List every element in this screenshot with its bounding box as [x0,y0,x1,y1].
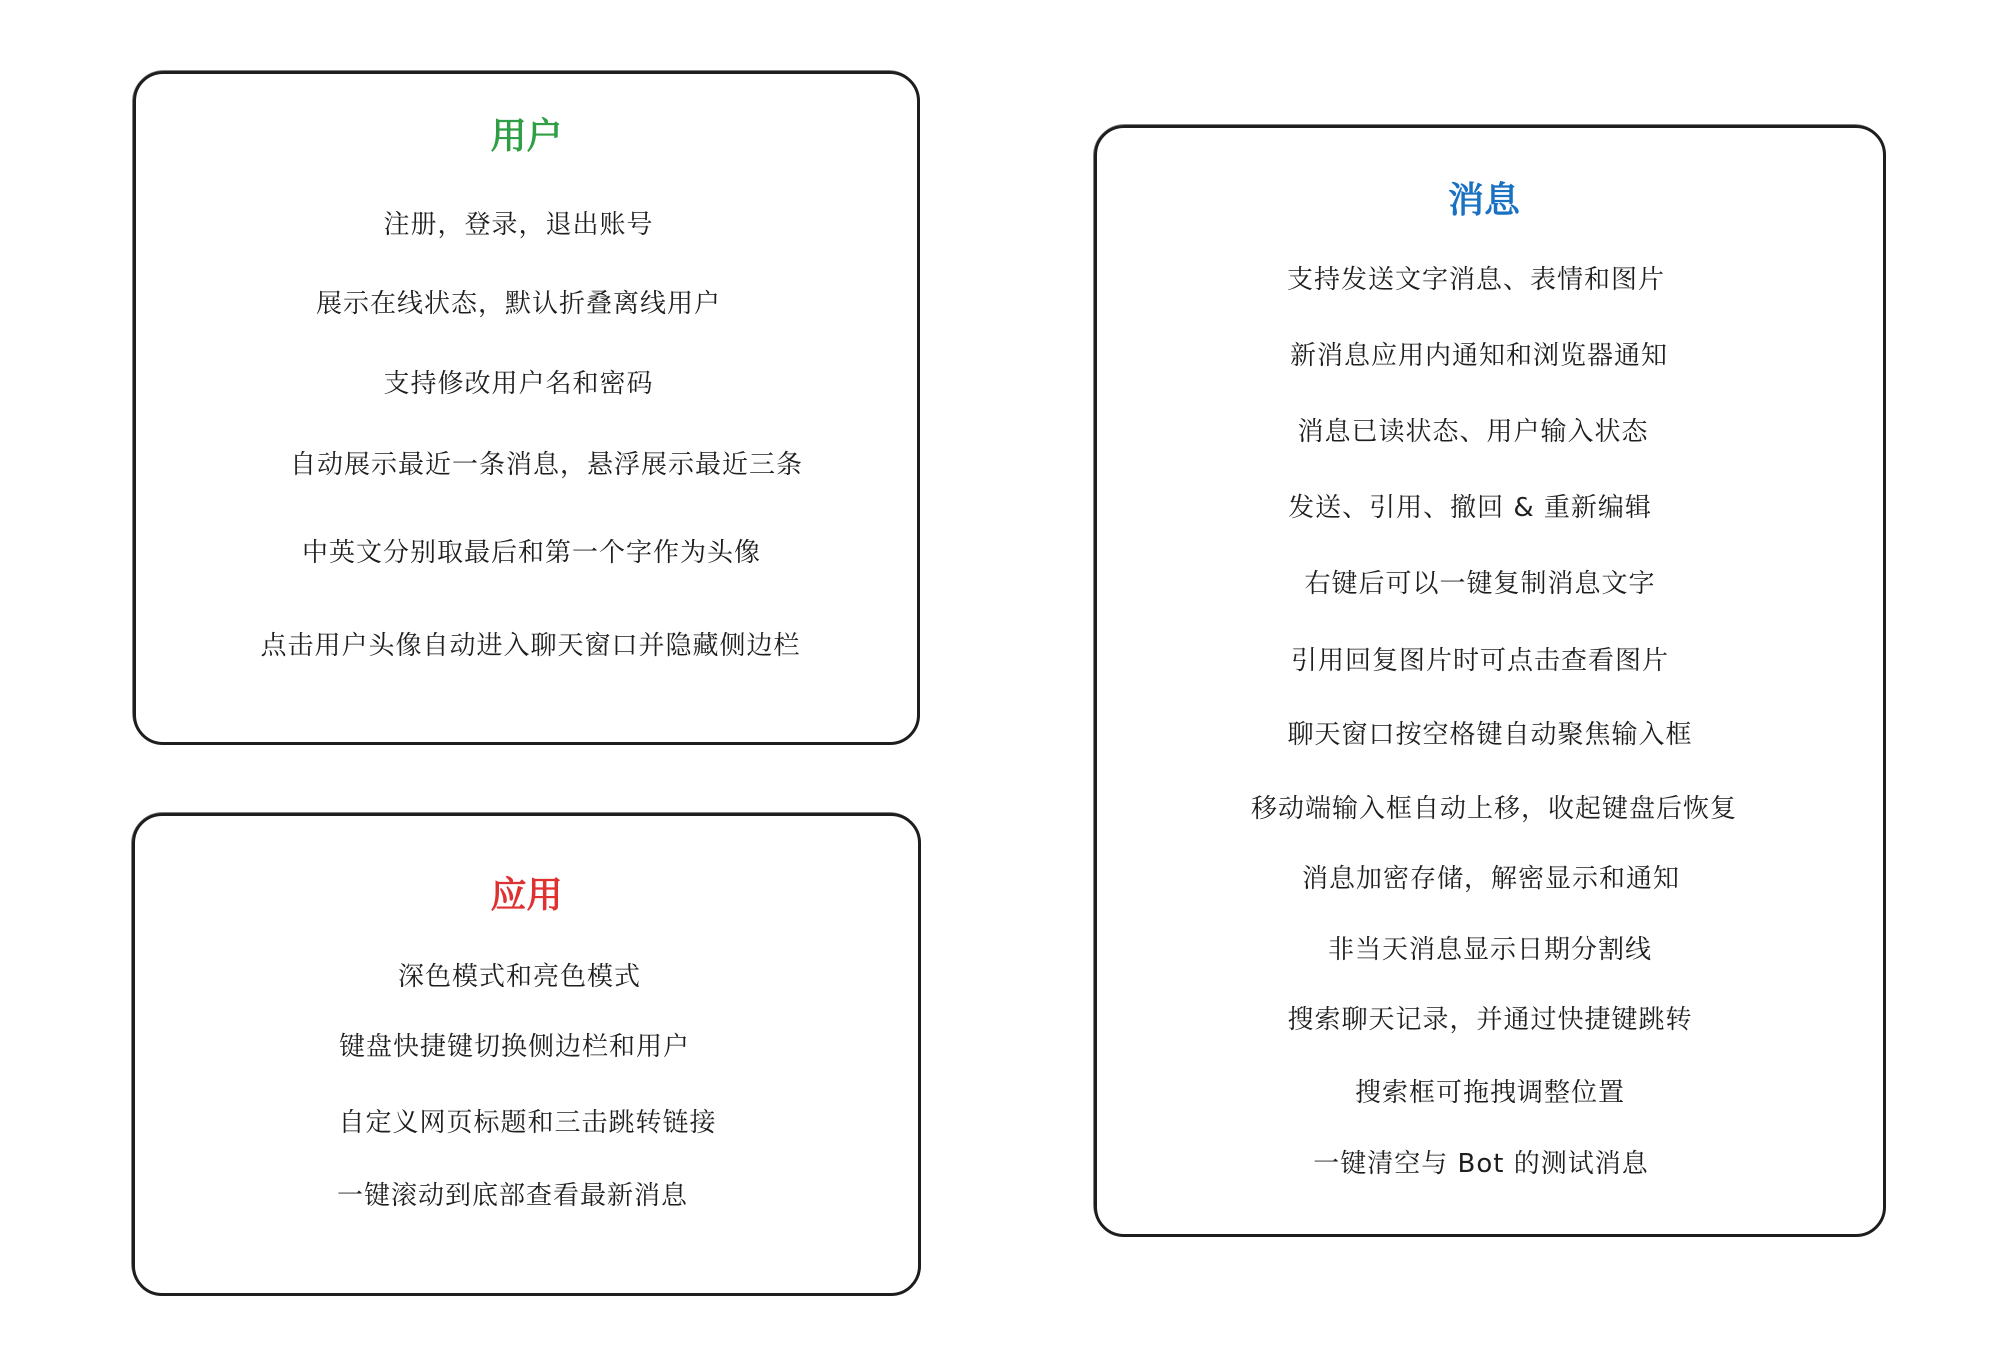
user-feature-item: 中英文分别取最后和第一个字作为头像 [301,538,761,568]
user-feature-item: 自动展示最近一条消息，悬浮展示最近三条 [289,450,803,480]
app-feature-item: 一键滚动到底部查看最新消息 [336,1181,688,1211]
message-feature-item: 消息加密存储，解密显示和通知 [1301,864,1680,894]
message-feature-item: 一键清空与 Bot 的测试消息 [1313,1149,1649,1179]
message-feature-item: 引用回复图片时可点击查看图片 [1290,646,1669,676]
message-feature-item: 聊天窗口按空格键自动聚焦输入框 [1287,720,1693,750]
app-feature-card [132,813,921,1296]
app-feature-item: 键盘快捷键切换侧边栏和用户 [338,1032,690,1062]
user-feature-item: 展示在线状态，默认折叠离线用户 [315,289,721,319]
user-feature-item: 支持修改用户名和密码 [383,369,654,399]
message-feature-item: 消息已读状态、用户输入状态 [1297,417,1649,447]
app-card-title: 应用 [490,874,563,916]
message-feature-item: 移动端输入框自动上移，收起键盘后恢复 [1250,794,1737,824]
message-feature-item: 搜索框可拖拽调整位置 [1354,1078,1625,1108]
user-card-title: 用户 [490,115,563,157]
message-feature-item: 非当天消息显示日期分割线 [1327,935,1652,965]
user-feature-item: 注册，登录，退出账号 [383,210,654,240]
app-feature-item: 深色模式和亮色模式 [397,962,641,992]
message-feature-item: 支持发送文字消息、表情和图片 [1286,265,1665,295]
user-feature-card [133,71,920,745]
message-feature-item: 右键后可以一键复制消息文字 [1304,569,1656,599]
message-feature-card [1094,125,1886,1237]
app-feature-item: 自定义网页标题和三击跳转链接 [338,1108,717,1138]
user-feature-item: 点击用户头像自动进入聊天窗口并隐藏侧边栏 [260,631,801,661]
message-feature-item: 发送、引用、撤回 & 重新编辑 [1288,493,1652,523]
message-feature-item: 新消息应用内通知和浏览器通知 [1289,341,1668,371]
message-card-title: 消息 [1447,179,1520,221]
message-feature-item: 搜索聊天记录，并通过快捷键跳转 [1287,1005,1693,1035]
